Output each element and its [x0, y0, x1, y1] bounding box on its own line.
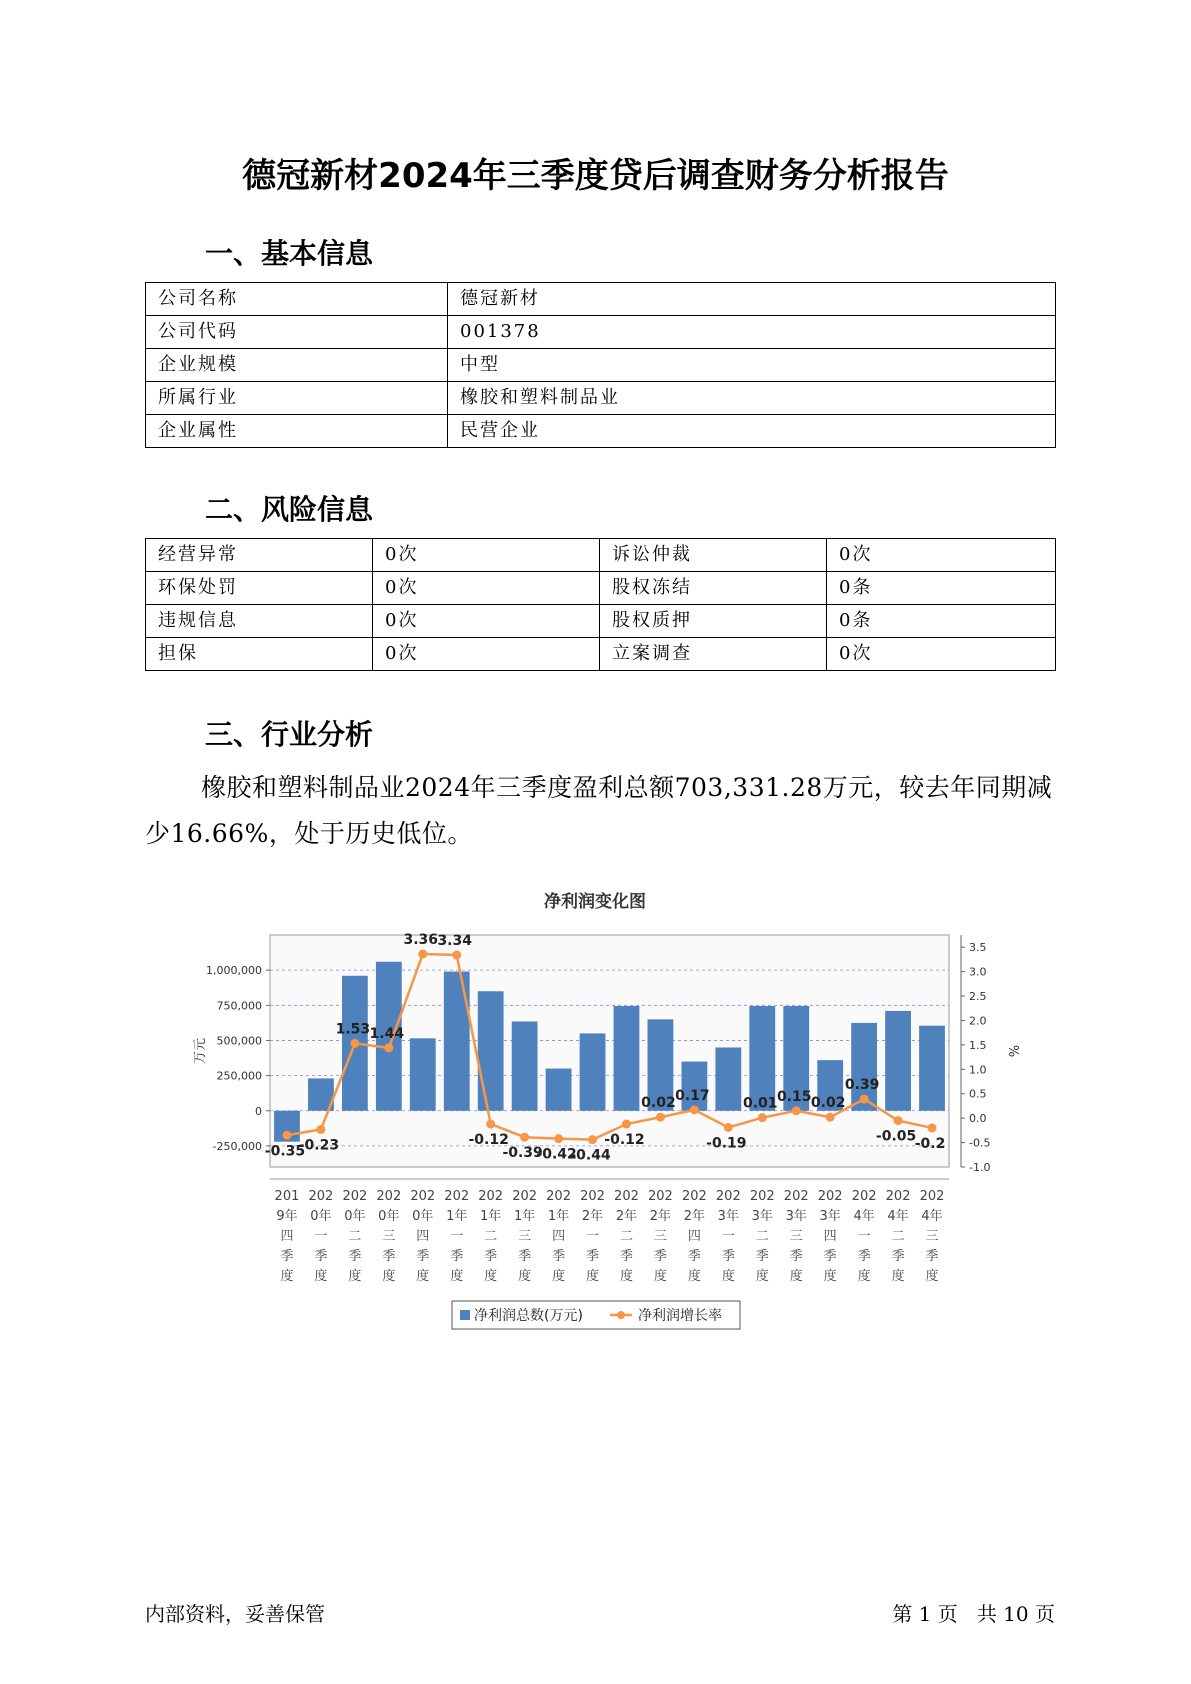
bar [546, 1069, 572, 1111]
bar [919, 1026, 945, 1111]
category-label: 4年 [921, 1209, 943, 1224]
data-label: -0.2 [914, 1135, 946, 1152]
category-label: 度 [755, 1269, 769, 1284]
category-label: 202 [715, 1189, 741, 1204]
report-title: 德冠新材2024年三季度贷后调查财务分析报告 [242, 156, 949, 196]
category-label: 202 [885, 1189, 911, 1204]
category-label: 季 [484, 1249, 498, 1264]
category-label: 度 [382, 1269, 396, 1284]
category-label: 度 [789, 1269, 803, 1284]
category-label: 三 [653, 1229, 667, 1244]
category-label: 季 [721, 1249, 735, 1264]
table-row [146, 349, 1056, 382]
left-tick-label: 250,000 [216, 1069, 262, 1083]
data-label: -0.42 [536, 1146, 577, 1163]
risk-label: 立案调查 [600, 638, 827, 671]
category-label: 0年 [310, 1209, 332, 1224]
category-label: 二 [484, 1229, 498, 1244]
section-heading-risk: 二、风险信息 [205, 493, 374, 526]
data-label: 3.36 [403, 932, 439, 949]
category-label: 1年 [547, 1209, 570, 1224]
category-label: 202 [444, 1189, 470, 1204]
category-label: 季 [450, 1249, 464, 1264]
category-label: 202 [817, 1189, 843, 1204]
category-label: 季 [653, 1249, 667, 1264]
risk-label: 环保处罚 [146, 572, 373, 605]
category-label: 201 [274, 1189, 300, 1204]
left-tick-label: 1,000,000 [206, 964, 262, 978]
risk-value: 0条 [827, 605, 1056, 638]
right-tick-label: 3.5 [969, 941, 987, 955]
data-label: 0.02 [810, 1095, 846, 1112]
category-label: 2年 [581, 1209, 604, 1224]
category-label: 202 [546, 1189, 571, 1204]
right-tick-label: 2.5 [969, 990, 987, 1004]
right-tick-label: -1.0 [969, 1161, 991, 1174]
category-label: 2年 [649, 1209, 672, 1224]
data-label: 3.34 [437, 933, 472, 950]
category-label: 202 [614, 1189, 639, 1204]
bar [478, 991, 504, 1111]
data-label: -0.12 [604, 1132, 645, 1149]
category-label: 四 [280, 1229, 294, 1244]
risk-label: 股权质押 [600, 605, 827, 638]
category-label: 四 [416, 1229, 430, 1244]
category-label: 202 [342, 1189, 368, 1204]
legend-label-bar: 净利润总数(万元) [474, 1308, 583, 1324]
category-label: 季 [891, 1249, 905, 1264]
category-label: 三 [925, 1229, 939, 1244]
category-label: 度 [891, 1269, 905, 1284]
basic-value: 民营企业 [448, 415, 1056, 448]
category-label: 季 [619, 1249, 633, 1264]
right-tick-label: 2.0 [969, 1014, 987, 1028]
basic-label: 公司代码 [146, 316, 448, 349]
risk-label: 经营异常 [146, 539, 373, 572]
category-label: 一 [450, 1229, 464, 1244]
risk-value: 0次 [373, 539, 600, 572]
category-label: 二 [348, 1229, 362, 1244]
growth-rate-point [860, 1095, 869, 1104]
growth-rate-point [724, 1123, 733, 1132]
category-label: 0年 [378, 1209, 400, 1224]
category-label: 三 [382, 1229, 396, 1244]
growth-rate-point [792, 1106, 801, 1115]
left-tick-label: 500,000 [216, 1034, 262, 1048]
data-label: -0.44 [570, 1147, 611, 1164]
risk-value: 0条 [827, 572, 1056, 605]
table-row [146, 605, 1056, 638]
bar [715, 1047, 741, 1110]
data-label: -0.19 [706, 1135, 747, 1152]
category-label: 季 [789, 1249, 803, 1264]
category-label: 二 [891, 1229, 905, 1244]
right-tick-label: -0.5 [969, 1136, 991, 1150]
category-label: 度 [518, 1269, 532, 1284]
category-label: 季 [280, 1249, 294, 1264]
category-label: 季 [518, 1249, 532, 1264]
data-label: 0.02 [641, 1095, 676, 1112]
data-label: -0.35 [264, 1143, 306, 1160]
left-axis-title: 万元 [193, 1037, 208, 1065]
table-row [146, 539, 1056, 572]
data-label: 0.17 [675, 1087, 710, 1104]
category-label: 1年 [513, 1209, 536, 1224]
footer-page-number: 第 1 页 共 10 页 [892, 1602, 1055, 1626]
category-label: 9年 [276, 1209, 298, 1224]
category-label: 4年 [887, 1209, 909, 1224]
risk-value: 0次 [827, 638, 1056, 671]
category-label: 度 [280, 1269, 294, 1284]
data-label: 1.44 [369, 1025, 405, 1042]
growth-rate-point [588, 1135, 597, 1144]
legend-label-line: 净利润增长率 [638, 1308, 722, 1324]
growth-rate-point [758, 1113, 767, 1122]
category-label: 1年 [446, 1209, 468, 1224]
risk-value: 0次 [827, 539, 1056, 572]
category-label: 一 [857, 1229, 871, 1244]
category-label: 0年 [412, 1209, 434, 1224]
category-label: 度 [857, 1269, 871, 1284]
category-label: 202 [580, 1189, 605, 1204]
category-label: 三 [789, 1229, 803, 1244]
risk-label: 担保 [146, 638, 373, 671]
bar [614, 1006, 640, 1111]
category-label: 202 [919, 1189, 945, 1204]
right-tick-label: 0.5 [969, 1087, 987, 1101]
legend-swatch-dot [617, 1311, 625, 1319]
legend-swatch-bar [460, 1310, 470, 1320]
category-label: 3年 [751, 1209, 773, 1224]
category-label: 季 [857, 1249, 871, 1264]
basic-value: 橡胶和塑料制品业 [448, 382, 1056, 415]
category-label: 季 [416, 1249, 430, 1264]
data-label: 0.15 [776, 1088, 812, 1105]
category-label: 3年 [717, 1209, 739, 1224]
right-tick-label: 1.0 [969, 1063, 987, 1077]
table-row [146, 415, 1056, 448]
bar [580, 1033, 606, 1110]
category-label: 0年 [344, 1209, 366, 1224]
category-label: 度 [653, 1269, 667, 1284]
basic-value: 德冠新材 [448, 283, 1056, 316]
right-axis-title: % [1005, 1044, 1020, 1058]
bar [410, 1038, 436, 1110]
growth-rate-point [690, 1105, 699, 1114]
category-label: 四 [687, 1229, 701, 1244]
growth-rate-point [384, 1043, 393, 1052]
basic-label: 公司名称 [146, 283, 448, 316]
category-label: 三 [518, 1229, 532, 1244]
category-label: 季 [687, 1249, 701, 1264]
data-label: -0.05 [875, 1128, 917, 1145]
growth-rate-point [520, 1133, 529, 1142]
net-profit-chart-svg [170, 885, 1020, 1345]
data-label: 0.39 [844, 1077, 880, 1094]
category-label: 3年 [785, 1209, 807, 1224]
section-heading-industry: 三、行业分析 [205, 718, 374, 751]
risk-label: 违规信息 [146, 605, 373, 638]
bar [444, 972, 470, 1111]
category-label: 202 [749, 1189, 775, 1204]
category-label: 202 [478, 1189, 504, 1204]
category-label: 季 [552, 1249, 566, 1264]
category-label: 一 [314, 1229, 328, 1244]
growth-rate-point [316, 1125, 325, 1134]
bar [512, 1021, 538, 1110]
category-label: 度 [484, 1269, 498, 1284]
category-label: 季 [755, 1249, 769, 1264]
growth-rate-point [418, 950, 427, 959]
category-label: 度 [721, 1269, 735, 1284]
growth-rate-point [928, 1123, 937, 1132]
chart-title: 净利润变化图 [544, 892, 646, 912]
category-label: 202 [648, 1189, 673, 1204]
left-tick-label: 0 [255, 1104, 262, 1118]
category-label: 度 [314, 1269, 328, 1284]
left-tick-label: -250,000 [212, 1139, 262, 1153]
category-label: 二 [619, 1229, 633, 1244]
category-label: 度 [348, 1269, 362, 1284]
growth-rate-point [282, 1131, 291, 1140]
basic-label: 企业属性 [146, 415, 448, 448]
table-row [146, 382, 1056, 415]
section-heading-basic: 一、基本信息 [205, 237, 374, 270]
category-label: 季 [382, 1249, 396, 1264]
category-label: 度 [925, 1269, 939, 1284]
industry-analysis-text: 橡胶和塑料制品业2024年三季度盈利总额703,331.28万元，较去年同期减少16.66%，处于历史低位。 [145, 773, 1053, 848]
risk-value: 0次 [373, 605, 600, 638]
left-tick-label: 750,000 [216, 999, 262, 1013]
category-label: 度 [450, 1269, 464, 1284]
growth-rate-point [554, 1134, 563, 1143]
category-label: 202 [512, 1189, 538, 1204]
table-row [146, 572, 1056, 605]
category-label: 季 [314, 1249, 328, 1264]
basic-value: 中型 [448, 349, 1056, 382]
growth-rate-point [486, 1120, 495, 1129]
table-row [146, 283, 1056, 316]
category-label: 度 [687, 1269, 701, 1284]
category-label: 度 [823, 1269, 837, 1284]
data-label: 1.53 [335, 1021, 371, 1038]
risk-label: 诉讼仲裁 [600, 539, 827, 572]
category-label: 202 [410, 1189, 436, 1204]
basic-label: 所属行业 [146, 382, 448, 415]
category-label: 3年 [819, 1209, 841, 1224]
growth-rate-point [452, 951, 461, 960]
data-label: -0.39 [502, 1145, 543, 1162]
data-label: -0.12 [468, 1132, 509, 1149]
growth-rate-point [350, 1039, 359, 1048]
right-tick-label: 1.5 [969, 1038, 987, 1052]
table-row [146, 316, 1056, 349]
category-label: 度 [586, 1269, 600, 1284]
table-row [146, 638, 1056, 671]
right-tick-label: 0.0 [969, 1112, 987, 1126]
category-label: 度 [552, 1269, 566, 1284]
category-label: 季 [823, 1249, 837, 1264]
category-label: 2年 [683, 1209, 706, 1224]
growth-rate-point [826, 1113, 835, 1122]
basic-info-table [145, 282, 1056, 448]
growth-rate-point [894, 1116, 903, 1125]
category-label: 2年 [615, 1209, 638, 1224]
category-label: 202 [681, 1189, 707, 1204]
category-label: 202 [308, 1189, 334, 1204]
category-label: 季 [348, 1249, 362, 1264]
category-label: 1年 [480, 1209, 502, 1224]
risk-info-table [145, 538, 1056, 671]
category-label: 季 [586, 1249, 600, 1264]
category-label: 度 [619, 1269, 633, 1284]
bar [885, 1011, 911, 1111]
growth-rate-point [622, 1120, 631, 1129]
basic-label: 企业规模 [146, 349, 448, 382]
right-tick-label: 3.0 [969, 965, 987, 979]
category-label: 季 [925, 1249, 939, 1264]
net-profit-chart [170, 885, 1020, 1349]
category-label: 202 [376, 1189, 402, 1204]
data-label: 0.01 [743, 1095, 778, 1112]
category-label: 4年 [853, 1209, 875, 1224]
data-label: -0.23 [298, 1137, 340, 1154]
footer-confidential: 内部资料，妥善保管 [145, 1602, 325, 1626]
risk-value: 0次 [373, 638, 600, 671]
basic-value: 001378 [448, 316, 1056, 349]
risk-label: 股权冻结 [600, 572, 827, 605]
category-label: 一 [586, 1229, 600, 1244]
category-label: 202 [851, 1189, 877, 1204]
category-label: 二 [755, 1229, 769, 1244]
risk-value: 0次 [373, 572, 600, 605]
category-label: 四 [823, 1229, 837, 1244]
category-label: 四 [552, 1229, 566, 1244]
category-label: 一 [721, 1229, 735, 1244]
category-label: 202 [783, 1189, 809, 1204]
category-label: 度 [416, 1269, 430, 1284]
growth-rate-point [656, 1113, 665, 1122]
